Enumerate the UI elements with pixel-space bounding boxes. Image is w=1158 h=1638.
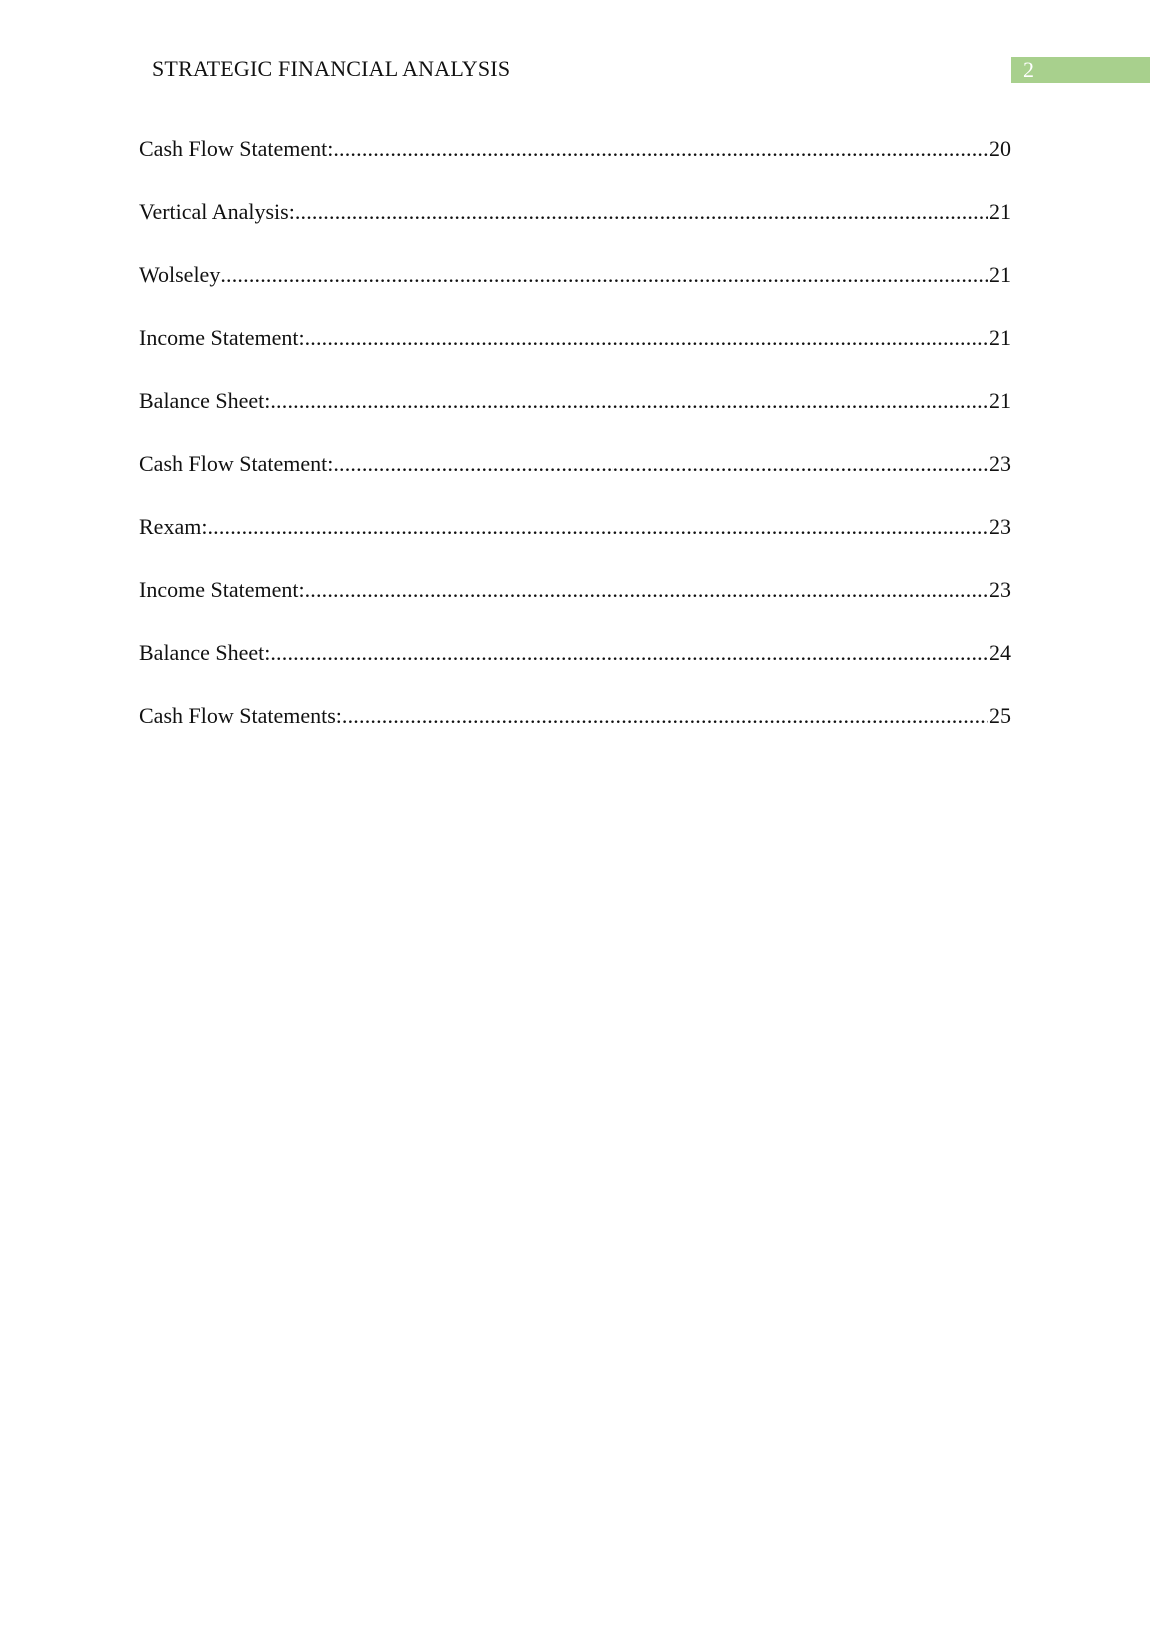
page-number-badge: 2 [1011,57,1150,83]
toc-dot-leader [270,640,988,666]
toc-entry[interactable] [139,262,1011,325]
toc-dot-leader [220,262,988,288]
toc-entry[interactable] [139,388,1011,451]
toc-entry-title: Income Statement: [139,325,305,350]
toc-dot-leader [333,136,988,162]
toc-entry-title: Cash Flow Statement: [139,451,334,476]
toc-entry-page: 20 [989,136,1011,161]
toc-entry-page: 25 [989,703,1011,728]
toc-entry[interactable] [139,199,1011,262]
toc-entry-title: Rexam: [139,514,208,539]
toc-entry-title: Cash Flow Statements: [139,703,342,728]
toc-entry-page: 23 [989,577,1011,602]
toc-entry-title: Balance Sheet: [139,640,271,665]
toc-dot-leader [207,514,988,540]
toc-entry-page: 21 [989,262,1011,287]
toc-entry[interactable] [139,325,1011,388]
toc-entry[interactable] [139,703,1011,766]
toc-dot-leader [295,199,988,225]
toc-entry[interactable] [139,451,1011,514]
toc-dot-leader [270,388,988,414]
table-of-contents [139,136,1011,766]
toc-entry-page: 21 [989,388,1011,413]
toc-entry-page: 21 [989,325,1011,350]
toc-entry-title: Income Statement: [139,577,305,602]
toc-entry-page: 23 [989,514,1011,539]
toc-dot-leader [333,451,988,477]
toc-dot-leader [305,577,988,603]
toc-entry[interactable] [139,640,1011,703]
toc-entry-title: Balance Sheet: [139,388,271,413]
toc-entry-page: 23 [989,451,1011,476]
toc-entry-title: Vertical Analysis: [139,199,295,224]
toc-entry-page: 24 [989,640,1011,665]
running-header-title: STRATEGIC FINANCIAL ANALYSIS [152,56,511,81]
toc-dot-leader [305,325,988,351]
toc-entry[interactable] [139,136,1011,199]
toc-entry[interactable] [139,514,1011,577]
toc-entry-title: Wolseley [139,262,221,287]
toc-entry-page: 21 [989,199,1011,224]
toc-dot-leader [342,703,988,729]
toc-entry[interactable] [139,577,1011,640]
toc-entry-title: Cash Flow Statement: [139,136,334,161]
